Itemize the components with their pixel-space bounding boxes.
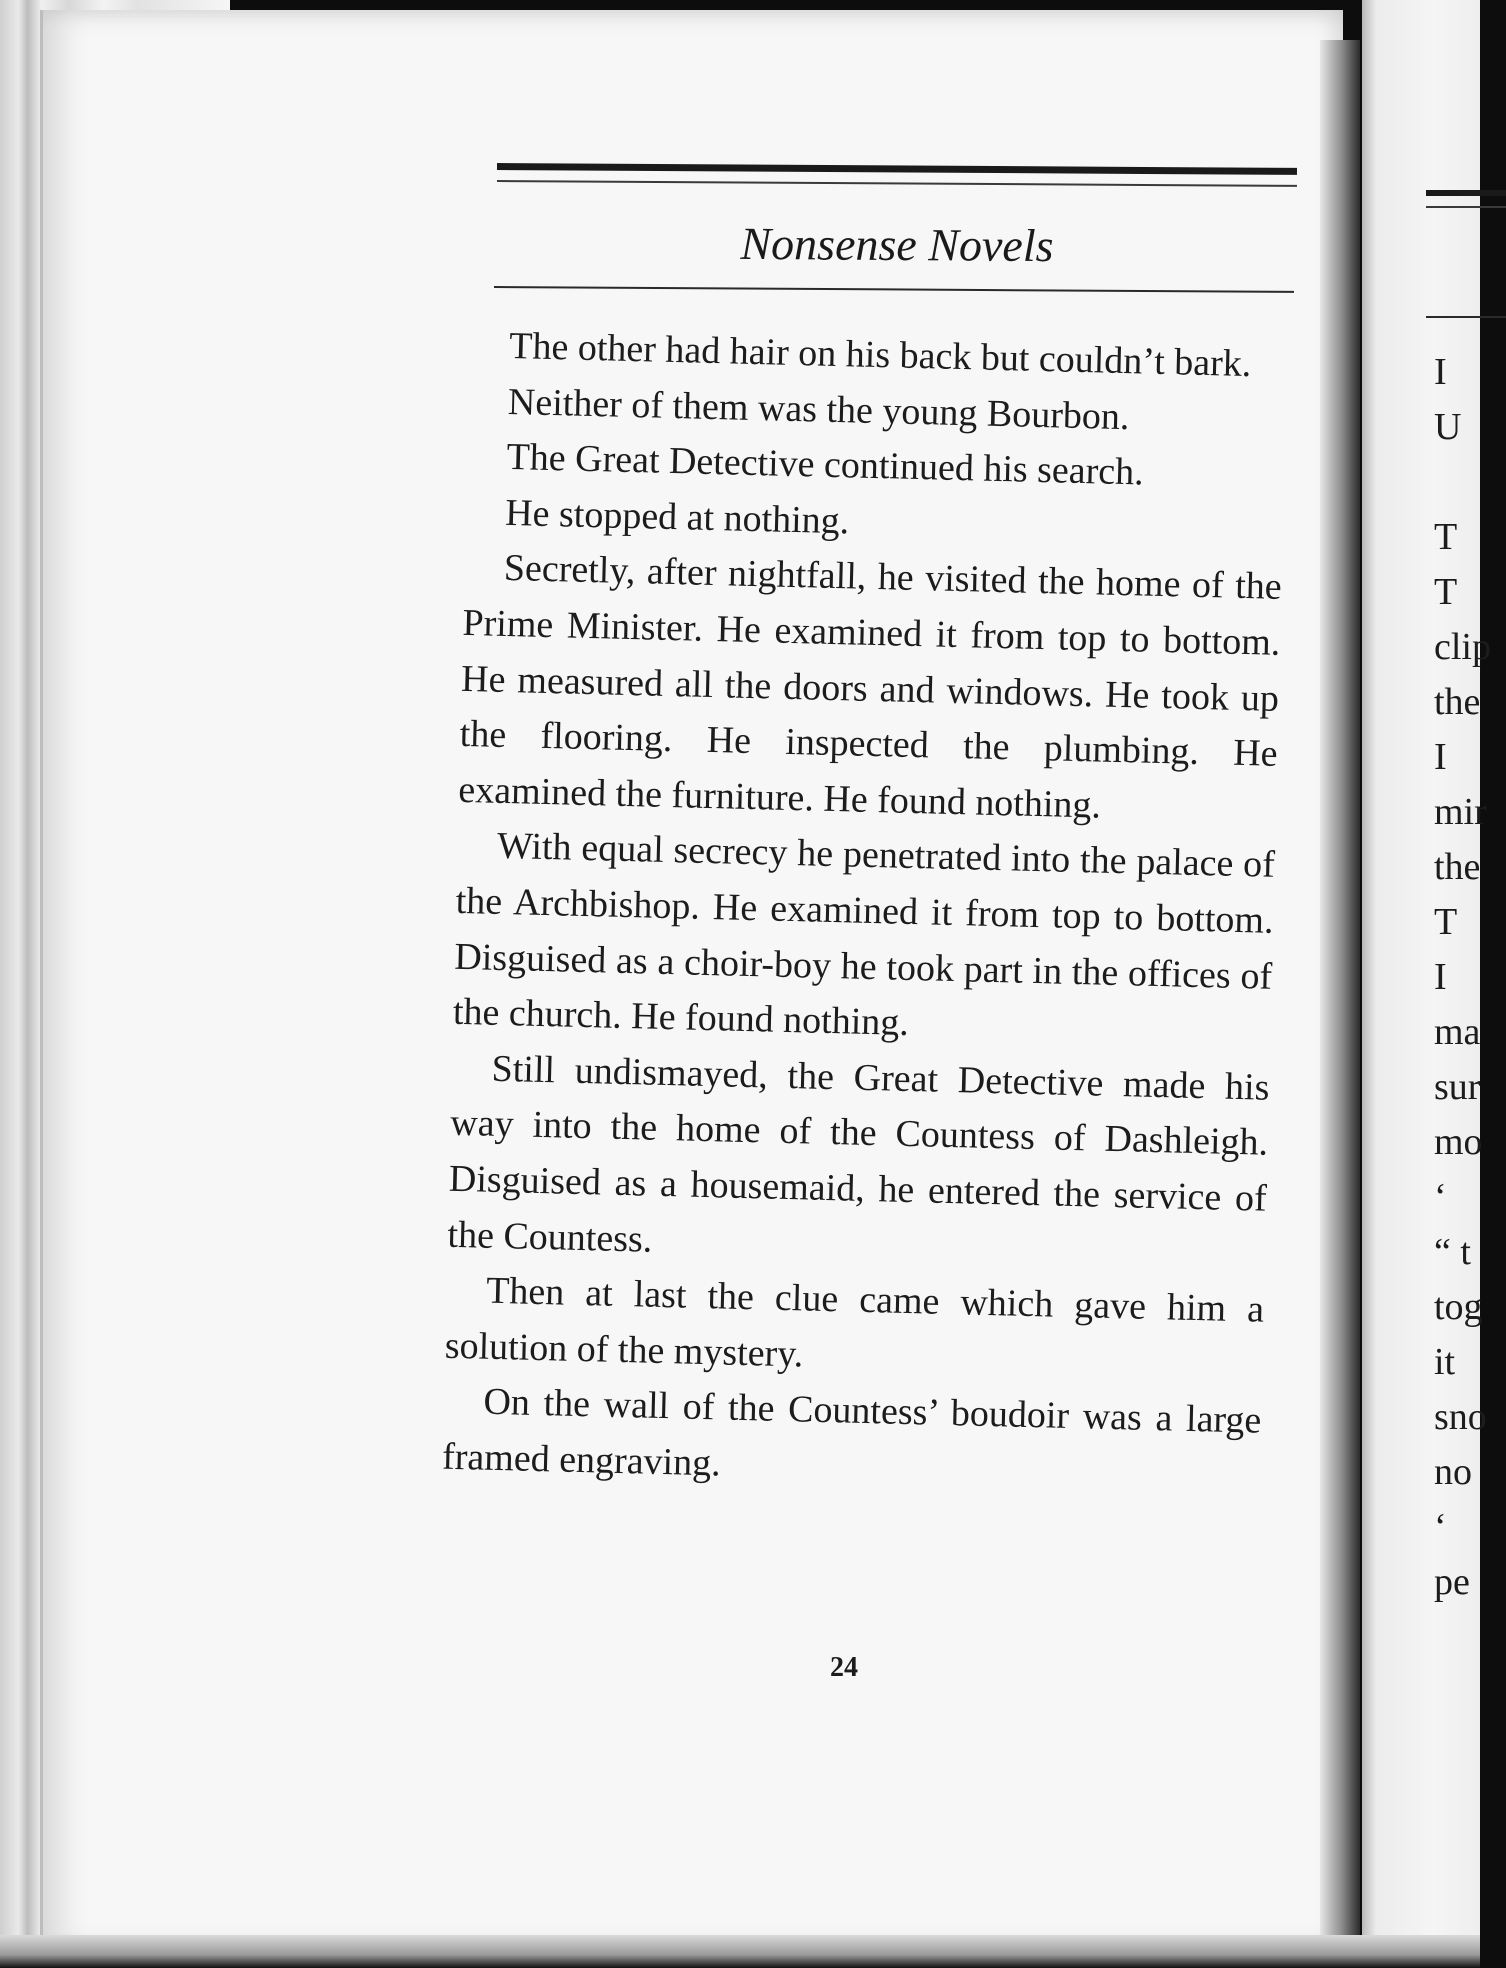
next-page-fragment: pe — [1434, 1561, 1470, 1603]
next-page-fragment: ‘ — [1434, 1506, 1447, 1548]
next-page-text-fragments — [1434, 345, 1491, 1610]
paragraph: The other had hair on his back but couldn’t bark. — [508, 324, 1252, 386]
next-page-fragment: the — [1434, 846, 1481, 888]
next-page-fragment: mir — [1434, 791, 1487, 833]
next-page-rule-thick — [1426, 190, 1506, 196]
next-page-fragment: the — [1434, 681, 1481, 723]
body-text — [441, 318, 1287, 1505]
paragraph: Still undismayed, the Great Detective made his way into the home of the Countess of Dashleigh. Disguised as a housemaid, he entered the service of the Countess. — [447, 1047, 1270, 1261]
next-page-fragment: it — [1434, 1341, 1456, 1383]
paragraph: With equal secrecy he penetrated into the palace of the Archbishop. He examined it from top to bottom. Disguised as a choir-boy he took part in the offices of the church. He found nothing. — [452, 825, 1276, 1045]
gutter-shadow — [1320, 40, 1360, 1940]
next-page-fragment: I — [1434, 956, 1447, 998]
page-bottom-edge — [0, 1935, 1480, 1968]
next-page-fragment: sur — [1434, 1066, 1481, 1108]
paragraph: The Great Detective continued his search. — [506, 436, 1145, 494]
next-page-rule-below — [1426, 316, 1506, 318]
next-page-fragment: I — [1434, 736, 1447, 778]
next-page-fragment: sno — [1434, 1396, 1487, 1438]
next-page-fragment: mo — [1434, 1121, 1483, 1163]
page-number: 24 — [830, 1652, 858, 1683]
next-page-fragment: I — [1434, 351, 1447, 393]
paragraph: Neither of them was the young Bourbon. — [507, 380, 1130, 438]
next-page-fragment: T — [1434, 901, 1458, 943]
next-page-rule-thin — [1426, 206, 1506, 208]
next-page-fragment: U — [1434, 406, 1462, 448]
paragraph: He stopped at nothing. — [504, 491, 850, 543]
next-page-fragment: no — [1434, 1451, 1472, 1493]
paragraph: On the wall of the Countess’ boudoir was a large framed engraving. — [441, 1380, 1262, 1485]
next-page-fragment: ma — [1434, 1011, 1481, 1053]
next-page-fragment: clip — [1434, 626, 1491, 668]
next-page-fragment: “ t — [1434, 1231, 1471, 1273]
next-page-fragment: T — [1434, 516, 1458, 558]
next-page-fragment: tog — [1434, 1286, 1483, 1328]
paragraph: Secretly, after nightfall, he visited the home of the Prime Minister. He examined it from top to bottom. He measured all the doors and windows. He took up the flooring. He inspected the plumbing. He examined the furniture. He found nothing. — [457, 547, 1283, 827]
next-page-fragment: ‘ — [1434, 1176, 1447, 1218]
next-page-fragment: T — [1434, 571, 1458, 613]
paragraph: Then at last the clue came which gave him a solution of the mystery. — [444, 1269, 1265, 1376]
running-head: Nonsense Novels — [740, 217, 1054, 272]
next-page-fragment — [1434, 455, 1480, 510]
